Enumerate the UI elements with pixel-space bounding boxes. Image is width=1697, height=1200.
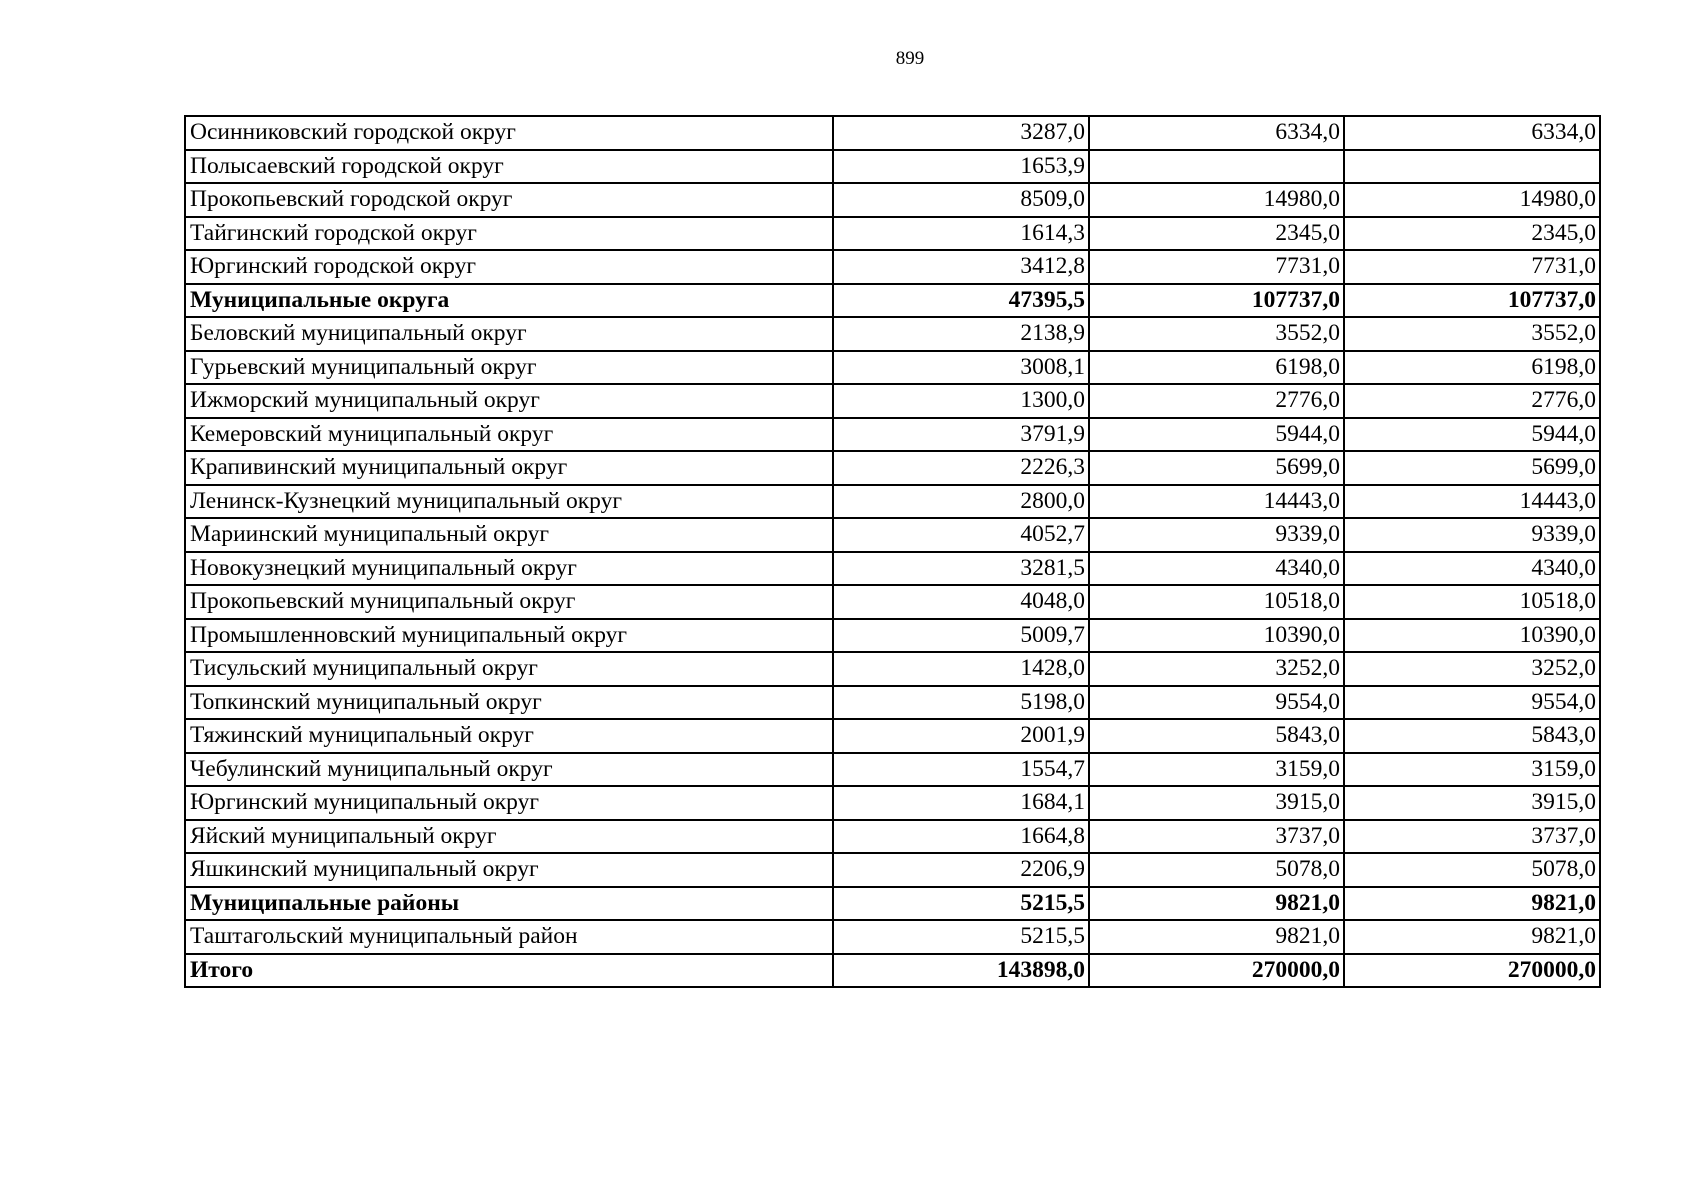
row-value-1-cell: 2206,9 xyxy=(833,853,1089,887)
table-row xyxy=(185,183,1600,217)
row-name-cell: Полысаевский городской округ xyxy=(185,150,833,184)
table-row xyxy=(185,786,1600,820)
row-value-3-cell: 14443,0 xyxy=(1344,485,1600,519)
row-value-3-cell: 5944,0 xyxy=(1344,418,1600,452)
row-value-1-cell: 4048,0 xyxy=(833,585,1089,619)
row-name-cell: Гурьевский муниципальный округ xyxy=(185,351,833,385)
row-name-cell: Ленинск-Кузнецкий муниципальный округ xyxy=(185,485,833,519)
row-value-3-cell: 10518,0 xyxy=(1344,585,1600,619)
row-value-3-cell: 9821,0 xyxy=(1344,920,1600,954)
table-row xyxy=(185,116,1600,150)
table-row xyxy=(185,619,1600,653)
row-value-2-cell: 4340,0 xyxy=(1089,552,1344,586)
row-value-1-cell: 5009,7 xyxy=(833,619,1089,653)
table-row xyxy=(185,317,1600,351)
row-value-3-cell: 7731,0 xyxy=(1344,250,1600,284)
row-value-2-cell: 5078,0 xyxy=(1089,853,1344,887)
row-value-1-cell: 47395,5 xyxy=(833,284,1089,318)
row-value-2-cell: 5944,0 xyxy=(1089,418,1344,452)
table-row xyxy=(185,518,1600,552)
row-value-2-cell: 14980,0 xyxy=(1089,183,1344,217)
row-value-1-cell: 1554,7 xyxy=(833,753,1089,787)
row-value-1-cell: 3412,8 xyxy=(833,250,1089,284)
row-value-3-cell: 3737,0 xyxy=(1344,820,1600,854)
row-name-cell: Промышленновский муниципальный округ xyxy=(185,619,833,653)
row-value-1-cell: 8509,0 xyxy=(833,183,1089,217)
row-value-1-cell: 1653,9 xyxy=(833,150,1089,184)
row-value-2-cell: 3737,0 xyxy=(1089,820,1344,854)
row-value-2-cell: 270000,0 xyxy=(1089,954,1344,988)
row-value-3-cell: 107737,0 xyxy=(1344,284,1600,318)
row-value-1-cell: 1428,0 xyxy=(833,652,1089,686)
row-value-1-cell: 3008,1 xyxy=(833,351,1089,385)
row-value-1-cell: 1300,0 xyxy=(833,384,1089,418)
row-value-1-cell: 2138,9 xyxy=(833,317,1089,351)
table-row xyxy=(185,217,1600,251)
row-value-3-cell: 3552,0 xyxy=(1344,317,1600,351)
row-value-2-cell: 10518,0 xyxy=(1089,585,1344,619)
row-value-1-cell: 5215,5 xyxy=(833,887,1089,921)
table-row xyxy=(185,485,1600,519)
row-value-3-cell: 10390,0 xyxy=(1344,619,1600,653)
row-name-cell: Новокузнецкий муниципальный округ xyxy=(185,552,833,586)
row-value-2-cell: 9554,0 xyxy=(1089,686,1344,720)
row-value-2-cell: 9339,0 xyxy=(1089,518,1344,552)
table-row xyxy=(185,853,1600,887)
row-value-3-cell: 9339,0 xyxy=(1344,518,1600,552)
row-value-2-cell: 3915,0 xyxy=(1089,786,1344,820)
row-value-3-cell: 4340,0 xyxy=(1344,552,1600,586)
row-value-2-cell xyxy=(1089,150,1344,184)
row-value-1-cell: 3281,5 xyxy=(833,552,1089,586)
row-value-2-cell: 107737,0 xyxy=(1089,284,1344,318)
row-name-cell: Топкинский муниципальный округ xyxy=(185,686,833,720)
row-value-2-cell: 6198,0 xyxy=(1089,351,1344,385)
row-name-cell: Мариинский муниципальный округ xyxy=(185,518,833,552)
row-name-cell: Муниципальные округа xyxy=(185,284,833,318)
row-value-2-cell: 3552,0 xyxy=(1089,317,1344,351)
row-value-2-cell: 9821,0 xyxy=(1089,920,1344,954)
table-row xyxy=(185,585,1600,619)
row-name-cell: Беловский муниципальный округ xyxy=(185,317,833,351)
table-row xyxy=(185,150,1600,184)
row-value-2-cell: 3159,0 xyxy=(1089,753,1344,787)
row-value-3-cell: 2776,0 xyxy=(1344,384,1600,418)
table-row-subtotal xyxy=(185,887,1600,921)
row-name-cell: Юргинский муниципальный округ xyxy=(185,786,833,820)
row-value-1-cell: 5198,0 xyxy=(833,686,1089,720)
table-row xyxy=(185,652,1600,686)
row-value-3-cell: 3159,0 xyxy=(1344,753,1600,787)
row-value-1-cell: 2800,0 xyxy=(833,485,1089,519)
table-row xyxy=(185,250,1600,284)
row-value-3-cell: 9554,0 xyxy=(1344,686,1600,720)
row-value-2-cell: 5699,0 xyxy=(1089,451,1344,485)
row-name-cell: Итого xyxy=(185,954,833,988)
row-name-cell: Яйский муниципальный округ xyxy=(185,820,833,854)
row-name-cell: Чебулинский муниципальный округ xyxy=(185,753,833,787)
table-row xyxy=(185,552,1600,586)
row-name-cell: Яшкинский муниципальный округ xyxy=(185,853,833,887)
table-body xyxy=(185,116,1600,987)
row-value-1-cell: 2226,3 xyxy=(833,451,1089,485)
row-value-3-cell: 2345,0 xyxy=(1344,217,1600,251)
row-value-3-cell: 5843,0 xyxy=(1344,719,1600,753)
row-value-3-cell: 270000,0 xyxy=(1344,954,1600,988)
row-name-cell: Прокопьевский городской округ xyxy=(185,183,833,217)
row-value-1-cell: 1684,1 xyxy=(833,786,1089,820)
row-value-2-cell: 5843,0 xyxy=(1089,719,1344,753)
allocation-table xyxy=(184,115,1601,988)
row-value-1-cell: 2001,9 xyxy=(833,719,1089,753)
row-value-1-cell: 3287,0 xyxy=(833,116,1089,150)
row-value-2-cell: 10390,0 xyxy=(1089,619,1344,653)
table-row xyxy=(185,920,1600,954)
table-row xyxy=(185,753,1600,787)
row-value-2-cell: 9821,0 xyxy=(1089,887,1344,921)
table-row-subtotal xyxy=(185,954,1600,988)
row-value-2-cell: 2345,0 xyxy=(1089,217,1344,251)
table-row xyxy=(185,384,1600,418)
row-name-cell: Ижморский муниципальный округ xyxy=(185,384,833,418)
row-name-cell: Прокопьевский муниципальный округ xyxy=(185,585,833,619)
row-value-2-cell: 7731,0 xyxy=(1089,250,1344,284)
row-value-3-cell: 6198,0 xyxy=(1344,351,1600,385)
row-value-3-cell: 6334,0 xyxy=(1344,116,1600,150)
row-value-3-cell: 9821,0 xyxy=(1344,887,1600,921)
row-value-3-cell: 5078,0 xyxy=(1344,853,1600,887)
row-name-cell: Кемеровский муниципальный округ xyxy=(185,418,833,452)
row-value-3-cell: 3915,0 xyxy=(1344,786,1600,820)
row-value-2-cell: 6334,0 xyxy=(1089,116,1344,150)
row-value-3-cell xyxy=(1344,150,1600,184)
row-value-2-cell: 2776,0 xyxy=(1089,384,1344,418)
row-name-cell: Тайгинский городской округ xyxy=(185,217,833,251)
table-row xyxy=(185,686,1600,720)
table-row xyxy=(185,820,1600,854)
row-value-1-cell: 143898,0 xyxy=(833,954,1089,988)
page-number: 899 xyxy=(895,48,925,69)
row-value-1-cell: 3791,9 xyxy=(833,418,1089,452)
row-value-3-cell: 5699,0 xyxy=(1344,451,1600,485)
row-value-1-cell: 4052,7 xyxy=(833,518,1089,552)
row-name-cell: Муниципальные районы xyxy=(185,887,833,921)
row-name-cell: Тисульский муниципальный округ xyxy=(185,652,833,686)
row-value-1-cell: 1614,3 xyxy=(833,217,1089,251)
row-name-cell: Таштагольский муниципальный район xyxy=(185,920,833,954)
table-row xyxy=(185,719,1600,753)
table-row xyxy=(185,418,1600,452)
table-row-subtotal xyxy=(185,284,1600,318)
table-row xyxy=(185,351,1600,385)
row-value-2-cell: 3252,0 xyxy=(1089,652,1344,686)
row-name-cell: Юргинский городской округ xyxy=(185,250,833,284)
row-name-cell: Крапивинский муниципальный округ xyxy=(185,451,833,485)
row-name-cell: Тяжинский муниципальный округ xyxy=(185,719,833,753)
row-value-3-cell: 14980,0 xyxy=(1344,183,1600,217)
row-name-cell: Осинниковский городской округ xyxy=(185,116,833,150)
row-value-2-cell: 14443,0 xyxy=(1089,485,1344,519)
row-value-1-cell: 1664,8 xyxy=(833,820,1089,854)
table-row xyxy=(185,451,1600,485)
row-value-1-cell: 5215,5 xyxy=(833,920,1089,954)
row-value-3-cell: 3252,0 xyxy=(1344,652,1600,686)
